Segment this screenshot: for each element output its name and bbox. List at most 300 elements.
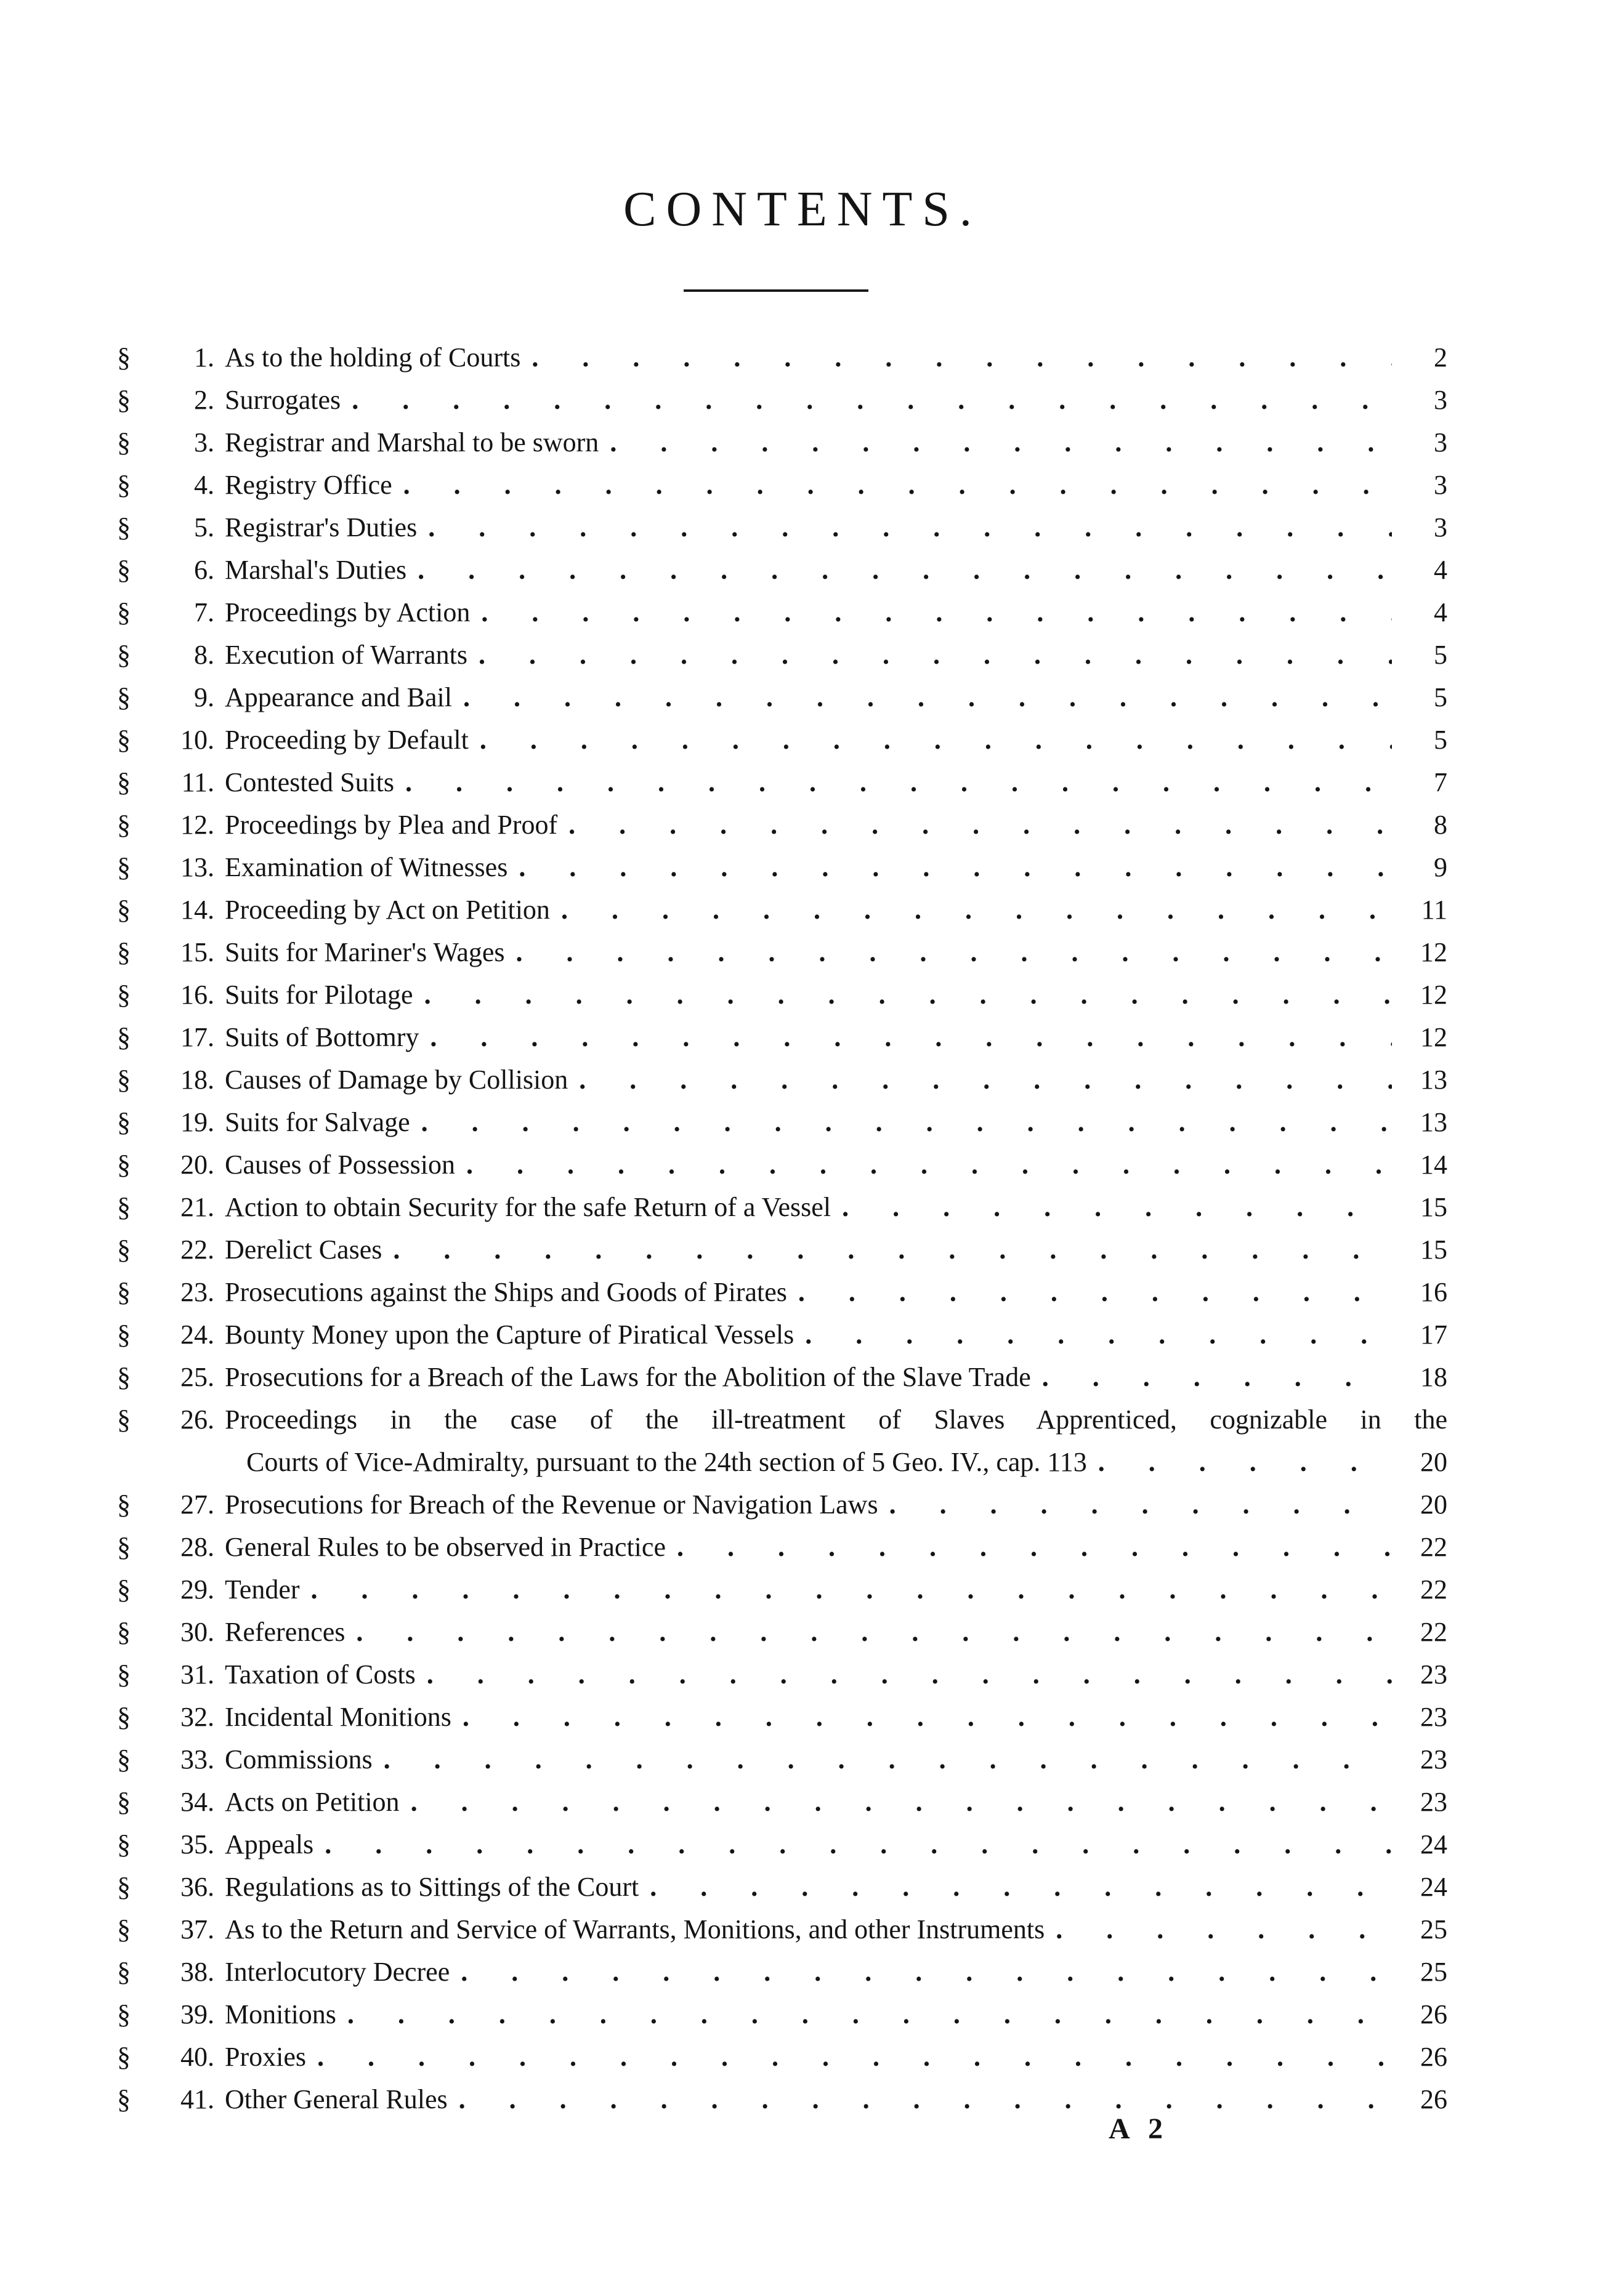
entry-title: General Rules to be observed in Practice	[225, 1532, 666, 1562]
section-number	[117, 2036, 216, 2078]
dot-leader	[507, 846, 1392, 888]
entry-line	[225, 1866, 1447, 1908]
entry-line	[225, 973, 1447, 1016]
section-symbol: §	[117, 1489, 131, 1520]
section-number	[117, 506, 216, 549]
section-number	[117, 1866, 216, 1908]
section-number	[117, 1611, 216, 1653]
page-number: 8	[1434, 810, 1447, 840]
page-number: 13	[1420, 1107, 1447, 1137]
entry-title: Suits for Mariner's Wages	[225, 937, 505, 967]
section-symbol: §	[117, 1107, 131, 1137]
section-num: 20.	[180, 1150, 214, 1180]
section-symbol: §	[117, 1022, 131, 1052]
dot-leader	[831, 1186, 1392, 1228]
entry-line	[225, 1483, 1447, 1526]
entry-line	[225, 804, 1447, 846]
section-number	[117, 336, 216, 379]
toc-entry	[117, 2036, 1447, 2078]
section-number	[117, 1781, 216, 1823]
section-symbol: §	[117, 980, 131, 1010]
section-num: 24.	[180, 1319, 214, 1350]
entry-line	[225, 1058, 1447, 1101]
entry-title: Tender	[225, 1574, 300, 1605]
toc-entry	[117, 506, 1447, 549]
entry-line	[225, 1526, 1447, 1568]
entry-title: Regulations as to Sittings of the Court	[225, 1872, 639, 1902]
section-number	[117, 1016, 216, 1058]
section-symbol: §	[117, 470, 131, 500]
toc-entry	[117, 1271, 1447, 1313]
entry-title: Marshal's Duties	[225, 555, 407, 585]
dot-leader	[639, 1866, 1392, 1908]
dot-leader	[787, 1271, 1392, 1313]
dot-leader	[794, 1313, 1392, 1356]
dot-leader	[505, 931, 1392, 973]
entry-line	[225, 1653, 1447, 1696]
entry-line	[225, 761, 1447, 804]
dot-leader	[467, 634, 1392, 676]
section-symbol: §	[117, 767, 131, 797]
toc-entry	[117, 1951, 1447, 1993]
dot-leader	[313, 1823, 1392, 1866]
toc-entry	[117, 1738, 1447, 1781]
entry-title: Prosecutions for Breach of the Revenue or Navigation Laws	[225, 1489, 878, 1520]
section-num: 34.	[180, 1787, 214, 1817]
page-number: 23	[1420, 1787, 1447, 1817]
section-number	[117, 761, 216, 804]
entry-title: As to the holding of Courts	[225, 342, 521, 373]
page-number: 14	[1420, 1150, 1447, 1180]
entry-line	[225, 1568, 1447, 1611]
section-symbol: §	[117, 810, 131, 840]
entry-line	[225, 1186, 1447, 1228]
entry-line	[225, 506, 1447, 549]
page-number: 23	[1420, 1659, 1447, 1690]
entry-line	[225, 336, 1447, 379]
page-number: 15	[1420, 1192, 1447, 1222]
section-num: 3.	[194, 427, 214, 457]
page-number: 3	[1434, 385, 1447, 415]
dot-leader	[470, 591, 1392, 634]
entry-title-continued-line	[246, 1441, 1447, 1483]
toc-entry	[117, 1356, 1447, 1398]
section-number	[117, 549, 216, 591]
section-num: 14.	[180, 895, 214, 925]
section-symbol: §	[117, 555, 131, 585]
entry-title: Acts on Petition	[225, 1787, 400, 1817]
section-num: 17.	[180, 1022, 214, 1052]
section-number	[117, 591, 216, 634]
entry-line	[225, 591, 1447, 634]
section-symbol: §	[117, 1277, 131, 1307]
toc-entry	[117, 1781, 1447, 1823]
section-num: 8.	[194, 640, 214, 670]
entry-line	[225, 1738, 1447, 1781]
page-number: 11	[1421, 895, 1447, 925]
entry-title: Incidental Monitions	[225, 1702, 451, 1732]
entry-line	[225, 1823, 1447, 1866]
toc-entry	[117, 804, 1447, 846]
toc-entry	[117, 1866, 1447, 1908]
entry-line	[225, 464, 1447, 506]
section-num: 28.	[180, 1532, 214, 1562]
section-symbol: §	[117, 1829, 131, 1859]
entry-line	[225, 1313, 1447, 1356]
toc-entry	[117, 1823, 1447, 1866]
section-number	[117, 1186, 216, 1228]
section-number	[117, 634, 216, 676]
entry-line	[225, 1781, 1447, 1823]
entry-line	[225, 1101, 1447, 1143]
entry-title: Surrogates	[225, 385, 341, 415]
dot-leader	[1031, 1356, 1392, 1398]
section-symbol: §	[117, 1957, 131, 1987]
page-number: 7	[1434, 767, 1447, 797]
entry-title: Causes of Possession	[225, 1150, 456, 1180]
toc-entry	[117, 931, 1447, 973]
dot-leader	[455, 1143, 1392, 1186]
page-number: 5	[1434, 682, 1447, 712]
entry-title: Contested Suits	[225, 767, 395, 797]
toc-entry	[117, 549, 1447, 591]
entry-title: Proceeding by Act on Petition	[225, 895, 550, 925]
section-number	[117, 1738, 216, 1781]
section-num: 9.	[194, 682, 214, 712]
dot-leader	[469, 719, 1392, 761]
dot-leader	[382, 1228, 1392, 1271]
toc-entry	[117, 591, 1447, 634]
entry-line	[225, 1611, 1447, 1653]
dot-leader	[1087, 1441, 1392, 1483]
page-number: 26	[1420, 2042, 1447, 2072]
toc-entry	[117, 1228, 1447, 1271]
section-symbol: §	[117, 1914, 131, 1944]
entry-line	[225, 2036, 1447, 2078]
entry-title: Registrar and Marshal to be sworn	[225, 427, 599, 457]
dot-leader	[400, 1781, 1392, 1823]
section-symbol: §	[117, 895, 131, 925]
dot-leader	[448, 2078, 1392, 2121]
toc-entry	[117, 1526, 1447, 1568]
entry-title: As to the Return and Service of Warrants, Monitions, and other Instruments	[225, 1914, 1045, 1944]
section-number	[117, 1653, 216, 1696]
section-num: 16.	[180, 980, 214, 1010]
dot-leader	[336, 1993, 1392, 2036]
toc-entry	[117, 1611, 1447, 1653]
toc-entry	[117, 1016, 1447, 1058]
section-number	[117, 1101, 216, 1143]
dot-leader	[450, 1951, 1392, 1993]
page-number: 4	[1434, 597, 1447, 627]
entry-line	[225, 1271, 1447, 1313]
entry-title-continued: Courts of Vice-Admiralty, pursuant to the 24th section of 5 Geo. IV., cap. 113	[246, 1447, 1087, 1477]
section-number	[117, 379, 216, 421]
section-num: 4.	[194, 470, 214, 500]
entry-line	[225, 1951, 1447, 1993]
toc-entry	[117, 761, 1447, 804]
section-symbol: §	[117, 1659, 131, 1690]
signature-mark: A 2	[1109, 2113, 1170, 2145]
section-num: 15.	[180, 937, 214, 967]
page-number: 12	[1420, 1022, 1447, 1052]
dot-leader	[392, 464, 1392, 506]
entry-title: Prosecutions against the Ships and Goods of Pirates	[225, 1277, 787, 1307]
section-symbol: §	[117, 1235, 131, 1265]
contents-list	[117, 336, 1447, 2121]
section-symbol: §	[117, 1744, 131, 1774]
entry-title: Commissions	[225, 1744, 373, 1774]
entry-title: References	[225, 1617, 346, 1647]
entry-line	[225, 2078, 1447, 2121]
section-symbol: §	[117, 1999, 131, 2029]
entry-title: Registrar's Duties	[225, 512, 418, 542]
dot-leader	[306, 2036, 1392, 2078]
dot-leader	[568, 1058, 1392, 1101]
section-num: 12.	[180, 810, 214, 840]
toc-entry	[117, 1101, 1447, 1143]
dot-leader	[452, 676, 1392, 719]
section-num: 11.	[181, 767, 214, 797]
toc-entry	[117, 421, 1447, 464]
page-number: 2	[1434, 342, 1447, 373]
section-number	[117, 931, 216, 973]
section-num: 13.	[180, 852, 214, 882]
section-number	[117, 1228, 216, 1271]
page-number: 23	[1420, 1744, 1447, 1774]
section-symbol: §	[117, 597, 131, 627]
entry-title: Suits of Bottomry	[225, 1022, 419, 1052]
section-number	[117, 1696, 216, 1738]
dot-leader	[410, 1101, 1392, 1143]
entry-title: Examination of Witnesses	[225, 852, 508, 882]
section-number	[117, 846, 216, 888]
title-rule	[684, 289, 868, 292]
section-symbol: §	[117, 1617, 131, 1647]
entry-title: Suits for Pilotage	[225, 980, 413, 1010]
section-num: 30.	[180, 1617, 214, 1647]
page-number: 18	[1420, 1362, 1447, 1392]
section-num: 33.	[180, 1744, 214, 1774]
toc-entry	[117, 1483, 1447, 1526]
section-symbol: §	[117, 852, 131, 882]
toc-entry	[117, 1653, 1447, 1696]
entry-line	[225, 1143, 1447, 1186]
dot-leader	[417, 506, 1392, 549]
section-num: 37.	[180, 1914, 214, 1944]
section-symbol: §	[117, 2042, 131, 2072]
entry-line	[225, 1016, 1447, 1058]
section-symbol: §	[117, 1702, 131, 1732]
section-num: 25.	[180, 1362, 214, 1392]
section-number	[117, 888, 216, 931]
section-symbol: §	[117, 1404, 131, 1435]
section-symbol: §	[117, 1787, 131, 1817]
entry-title: Proceedings by Action	[225, 597, 471, 627]
entry-title: Interlocutory Decree	[225, 1957, 450, 1987]
entry-title: Other General Rules	[225, 2084, 448, 2114]
section-number	[117, 1143, 216, 1186]
section-num: 23.	[180, 1277, 214, 1307]
toc-entry	[117, 719, 1447, 761]
dot-leader	[451, 1696, 1392, 1738]
section-num: 5.	[194, 512, 214, 542]
section-num: 39.	[180, 1999, 214, 2029]
page-number: 3	[1434, 512, 1447, 542]
dot-leader	[394, 761, 1392, 804]
page-number: 22	[1420, 1532, 1447, 1562]
section-num: 19.	[180, 1107, 214, 1137]
section-num: 2.	[194, 385, 214, 415]
section-num: 18.	[180, 1065, 214, 1095]
section-num: 26.	[180, 1404, 214, 1435]
entry-line	[225, 846, 1447, 888]
section-number	[117, 1823, 216, 1866]
dot-leader	[666, 1526, 1392, 1568]
dot-leader	[550, 888, 1392, 931]
page-number: 20	[1420, 1447, 1447, 1477]
dot-leader	[341, 379, 1392, 421]
section-symbol: §	[117, 1362, 131, 1392]
entry-line	[225, 931, 1447, 973]
entry-line	[225, 888, 1447, 931]
entry-title: Derelict Cases	[225, 1235, 382, 1265]
entry-line	[225, 1908, 1447, 1951]
toc-entry	[117, 1568, 1447, 1611]
section-num: 31.	[180, 1659, 214, 1690]
toc-entry	[117, 1696, 1447, 1738]
toc-entry	[117, 336, 1447, 379]
dot-leader	[599, 421, 1392, 464]
section-num: 35.	[180, 1829, 214, 1859]
entry-line	[225, 1356, 1447, 1398]
entry-title: Proceeding by Default	[225, 725, 469, 755]
section-symbol: §	[117, 1150, 131, 1180]
section-number	[117, 1951, 216, 1993]
section-num: 38.	[180, 1957, 214, 1987]
toc-entry	[117, 1908, 1447, 1951]
dot-leader	[300, 1568, 1392, 1611]
page-number: 5	[1434, 640, 1447, 670]
dot-leader	[345, 1611, 1392, 1653]
section-symbol: §	[117, 1065, 131, 1095]
toc-entry	[117, 1143, 1447, 1186]
toc-entry	[117, 634, 1447, 676]
section-symbol: §	[117, 1319, 131, 1350]
page-number: 16	[1420, 1277, 1447, 1307]
entry-line	[225, 549, 1447, 591]
entry-title: Suits for Salvage	[225, 1107, 410, 1137]
page-number: 25	[1420, 1957, 1447, 1987]
section-num: 22.	[180, 1235, 214, 1265]
entry-title: Bounty Money upon the Capture of Piratical Vessels	[225, 1319, 794, 1350]
toc-entry	[117, 1993, 1447, 2036]
section-num: 6.	[194, 555, 214, 585]
section-number	[117, 1313, 216, 1356]
section-num: 1.	[194, 342, 214, 373]
section-symbol: §	[117, 427, 131, 457]
dot-leader	[419, 1016, 1392, 1058]
entry-line	[225, 634, 1447, 676]
section-number	[117, 1908, 216, 1951]
page-number: 24	[1420, 1872, 1447, 1902]
entry-title: Taxation of Costs	[225, 1659, 416, 1690]
entry-line	[225, 379, 1447, 421]
section-num: 29.	[180, 1574, 214, 1605]
toc-entry	[117, 1058, 1447, 1101]
toc-entry	[117, 1313, 1447, 1356]
page-number: 9	[1434, 852, 1447, 882]
entry-line	[225, 1993, 1447, 2036]
dot-leader	[557, 804, 1392, 846]
page-number: 5	[1434, 725, 1447, 755]
page-number: 23	[1420, 1702, 1447, 1732]
section-number	[117, 421, 216, 464]
toc-entry	[117, 1186, 1447, 1228]
section-number	[117, 1526, 216, 1568]
section-number	[117, 1398, 216, 1441]
dot-leader	[406, 549, 1392, 591]
page-number: 22	[1420, 1574, 1447, 1605]
page-number: 3	[1434, 470, 1447, 500]
page-number: 4	[1434, 555, 1447, 585]
page-number: 25	[1420, 1914, 1447, 1944]
section-number	[117, 719, 216, 761]
dot-leader	[878, 1483, 1392, 1526]
section-symbol: §	[117, 385, 131, 415]
section-number	[117, 2078, 216, 2121]
entry-title: Action to obtain Security for the safe Return of a Vessel	[225, 1192, 831, 1222]
section-number	[117, 1356, 216, 1398]
page-number: 20	[1420, 1489, 1447, 1520]
section-symbol: §	[117, 512, 131, 542]
section-num: 32.	[180, 1702, 214, 1732]
toc-entry	[117, 379, 1447, 421]
section-symbol: §	[117, 1192, 131, 1222]
dot-leader	[520, 336, 1392, 379]
entry-title: Registry Office	[225, 470, 392, 500]
entry-title: Proceedings in the case of the ill-treatment of Slaves Apprenticed, cognizable in the	[225, 1404, 1447, 1435]
section-symbol: §	[117, 640, 131, 670]
section-num: 21.	[180, 1192, 214, 1222]
section-number	[117, 1568, 216, 1611]
entry-title: Execution of Warrants	[225, 640, 467, 670]
section-number	[117, 676, 216, 719]
page-number: 12	[1420, 980, 1447, 1010]
entry-title: Causes of Damage by Collision	[225, 1065, 568, 1095]
entry-line	[225, 719, 1447, 761]
dot-leader	[416, 1653, 1392, 1696]
entry-title: Monitions	[225, 1999, 336, 2029]
section-number	[117, 973, 216, 1016]
section-symbol: §	[117, 937, 131, 967]
section-num: 27.	[180, 1489, 214, 1520]
section-num: 7.	[194, 597, 214, 627]
section-symbol: §	[117, 682, 131, 712]
page-number: 24	[1420, 1829, 1447, 1859]
section-symbol: §	[117, 1574, 131, 1605]
section-number	[117, 1058, 216, 1101]
section-num: 40.	[180, 2042, 214, 2072]
section-number	[117, 804, 216, 846]
section-num: 10.	[180, 725, 214, 755]
toc-entry	[117, 888, 1447, 931]
section-symbol: §	[117, 1532, 131, 1562]
page-number: 17	[1420, 1319, 1447, 1350]
entry-title: Prosecutions for a Breach of the Laws for the Abolition of the Slave Trade	[225, 1362, 1031, 1392]
page-number: 3	[1434, 427, 1447, 457]
section-symbol: §	[117, 342, 131, 373]
